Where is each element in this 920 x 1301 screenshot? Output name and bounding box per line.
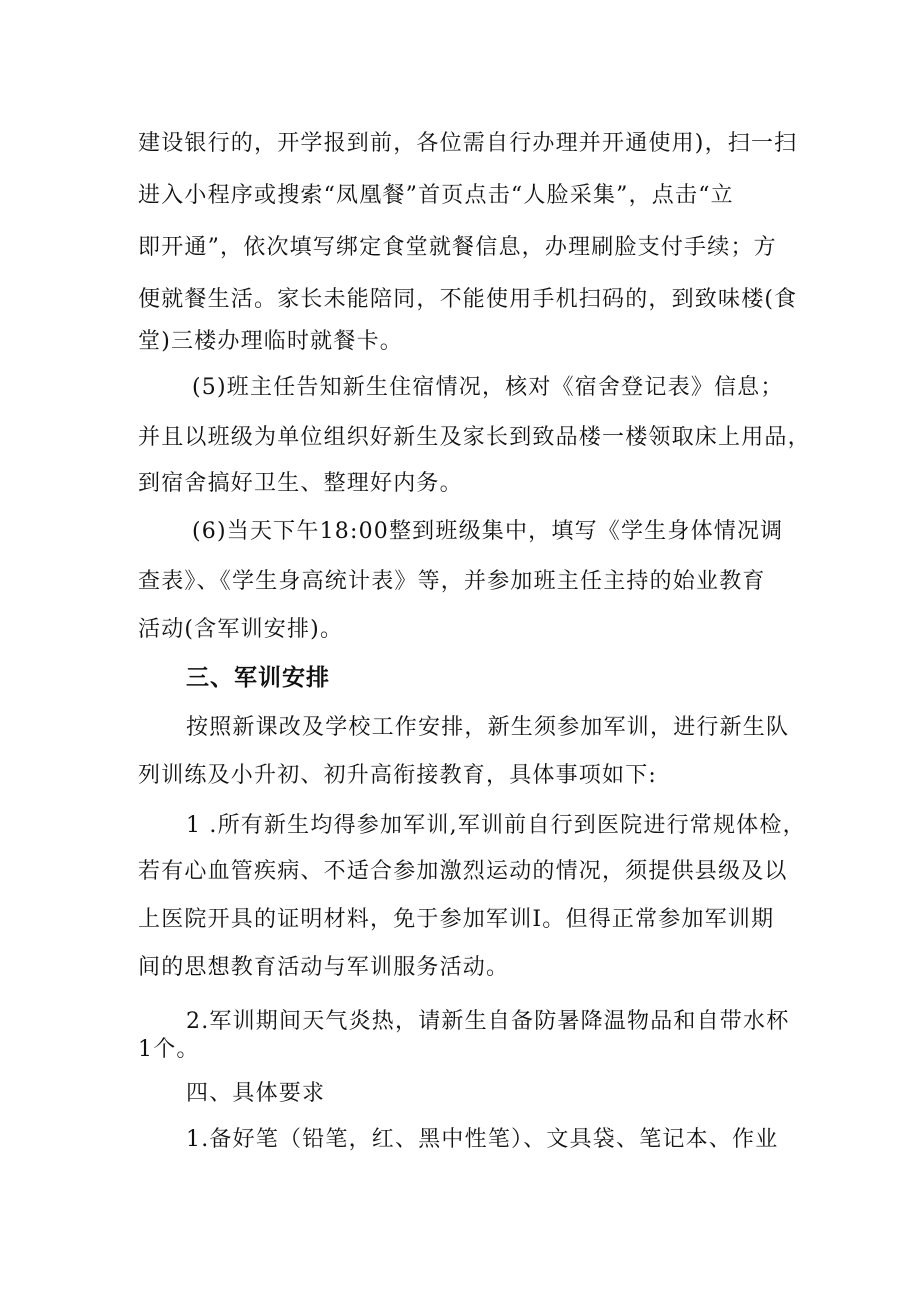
text-line: 到宿舍搞好卫生、整理好内务。: [138, 471, 463, 496]
section-heading: 三、军训安排: [186, 665, 330, 691]
text-line: (5)班主任告知新生住宿情况，核对《宿舍登记表》信息；: [192, 375, 784, 400]
text-line: (6)当天下午18:00整到班级集中，填写《学生身体情况调: [192, 519, 784, 544]
text-line: 间的思想教育活动与军训服务活动。: [138, 955, 510, 980]
text-line: 1个。: [138, 1037, 200, 1062]
text-line: 即开通”，依次填写绑定食堂就餐信息，办理刷脸支付手续；方: [138, 235, 777, 260]
text-line: 便就餐生活。家长未能陪同，不能使用手机扫码的，到致味楼(食: [138, 287, 798, 312]
section-heading: 四、具体要求: [186, 1081, 326, 1106]
text-line: 若有心血管疾病、不适合参加激烈运动的情况，须提供县级及以: [138, 859, 788, 884]
text-line: 列训练及小升初、初升高衔接教育，具体事项如下:: [138, 763, 658, 788]
text-line: 2.军训期间天气炎热，请新生自备防暑降温物品和自带水杯: [186, 1009, 790, 1034]
text-line: 按照新课改及学校工作安排，新生须参加军训，进行新生队: [186, 715, 790, 740]
text-line: 1.备好笔（铅笔，红、黑中性笔）、文具袋、笔记本、作业: [186, 1127, 779, 1152]
text-line: 1 .所有新生均得参加军训,军训前自行到医院进行常规体检，: [186, 813, 806, 838]
text-line: 建设银行的，开学报到前，各位需自行办理并开通使用)，扫一扫: [138, 131, 798, 156]
text-line: 上医院开具的证明材料，免于参加军训I。但得正常参加军训期: [138, 907, 775, 932]
text-line: 并且以班级为单位组织好新生及家长到致品楼一楼领取床上用品，: [138, 425, 811, 450]
text-line: 进入小程序或搜索“凤凰餐”首页点击“人脸采集”，点击“立: [138, 183, 734, 208]
text-line: 活动(含军训安排)。: [138, 617, 344, 642]
text-line: 堂)三楼办理临时就餐卡。: [138, 329, 403, 354]
text-line: 查表》、《学生身高统计表》等，并参加班主任主持的始业教育: [138, 569, 766, 594]
